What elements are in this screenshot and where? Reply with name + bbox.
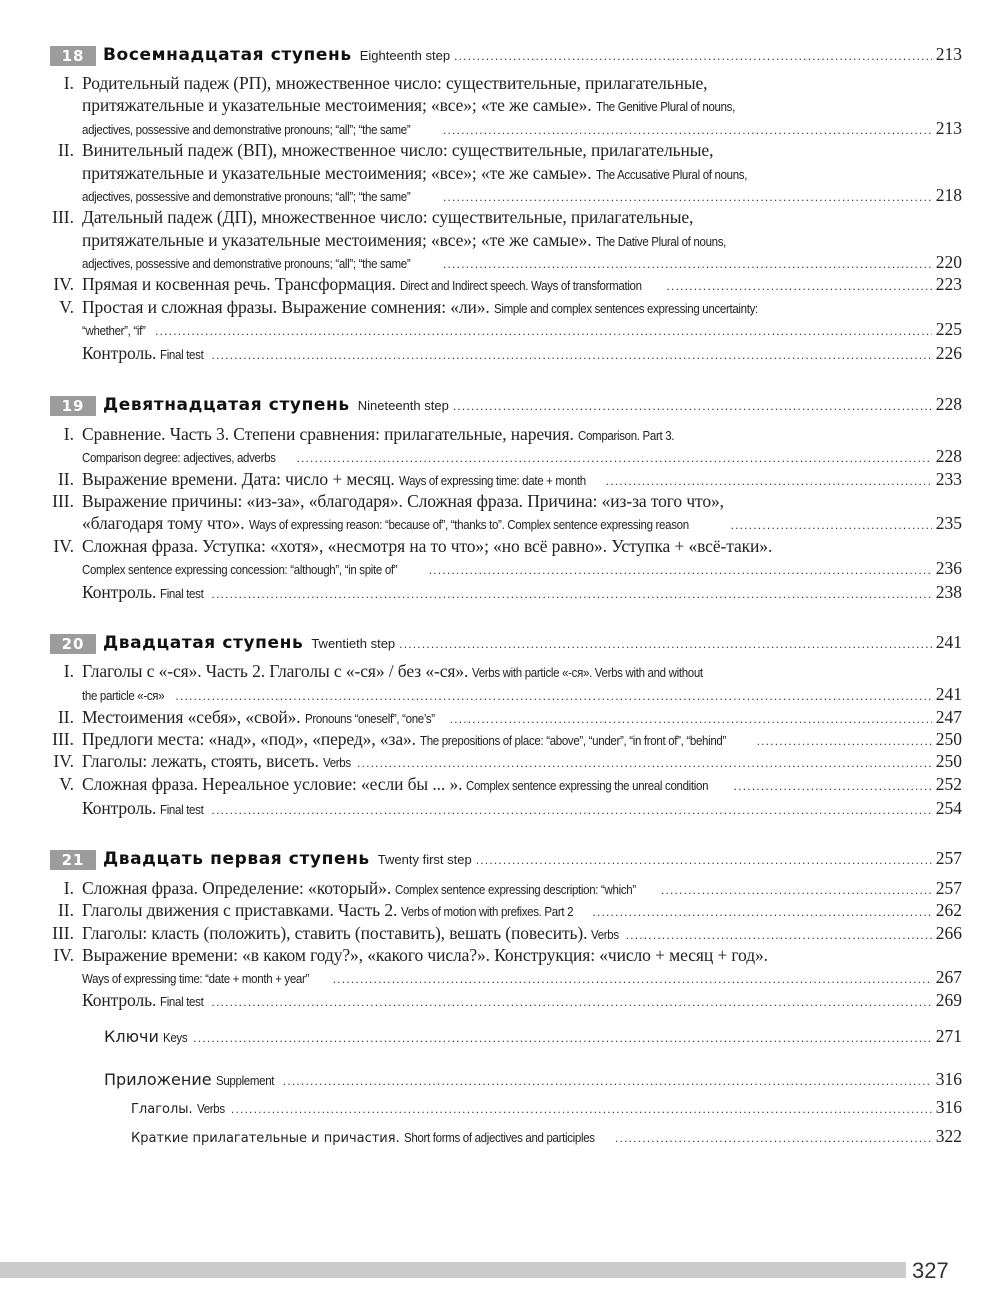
entry-text-en: Ways of expressing time: date + month	[398, 474, 586, 488]
dot-leader	[592, 905, 931, 919]
toc-entry-link[interactable]	[82, 990, 962, 1011]
dot-leader	[454, 49, 932, 63]
dot-leader	[734, 779, 932, 793]
page-number: 316	[935, 1097, 962, 1117]
dot-leader	[211, 995, 931, 1009]
toc-entry-link[interactable]	[82, 274, 962, 295]
toc-entry-line	[82, 491, 962, 512]
page-number: 233	[935, 469, 962, 489]
toc-entry-line	[82, 661, 962, 682]
dot-leader	[429, 563, 932, 577]
toc-entry-link[interactable]	[82, 751, 962, 772]
dot-leader	[193, 1031, 931, 1045]
item-numeral: III.	[52, 729, 74, 749]
page-number: 262	[935, 900, 962, 920]
dot-leader	[667, 279, 932, 293]
item-numeral: III.	[52, 923, 74, 943]
item-numeral: IV.	[53, 274, 74, 294]
dot-leader	[443, 123, 932, 137]
toc-entry-line	[82, 95, 962, 116]
section-title-ru: Девятнадцатая ступень	[103, 395, 350, 415]
item-numeral: II.	[57, 707, 74, 727]
entry-text-en: Verbs of motion with prefixes. Part 2	[401, 905, 574, 919]
entry-text-en: Supplement	[215, 1074, 274, 1088]
entry-text-ru: Глаголы с «-ся». Часть 2. Глаголы с «-ся» / без «-ся».	[82, 661, 469, 681]
entry-text-ru: Выражение времени: «в каком году?», «какого числа?». Конструкция: «число + месяц + год».	[82, 945, 768, 965]
dot-leader	[211, 587, 931, 601]
item-numeral: V.	[59, 297, 74, 317]
toc-entry-link[interactable]	[82, 729, 962, 750]
page-number: 213	[935, 118, 962, 138]
page-number: 236	[935, 558, 962, 578]
page-number: 226	[935, 343, 962, 363]
dot-leader	[296, 451, 931, 465]
toc-entry-line	[82, 163, 962, 184]
dot-leader	[757, 734, 932, 748]
page-number: 213	[935, 44, 962, 64]
entry-text-en: Complex sentence expressing description: “which”	[395, 883, 636, 897]
toc-entry-link[interactable]	[82, 582, 962, 603]
entry-text-ru: Глаголы: лежать, стоять, висеть.	[82, 751, 319, 771]
entry-text-ru: Выражение времени. Дата: число + месяц.	[82, 469, 395, 489]
toc-entry-link[interactable]	[82, 118, 962, 139]
entry-text-en: adjectives, possessive and demonstrative pronouns; “all”; “the same”	[82, 123, 411, 137]
page-number: 267	[935, 967, 962, 987]
entry-text-en: Ways of expressing reason: “because of”, “thanks to”. Complex sentence expressing reason	[248, 518, 689, 532]
entry-text-ru: Сложная фраза. Уступка: «хотя», «несмотря на то что»; «но всё равно». Уступка + «всё-таки».	[82, 536, 773, 556]
dot-leader	[615, 1131, 932, 1145]
item-numeral: II.	[57, 900, 74, 920]
toc-entry-link[interactable]	[82, 558, 962, 579]
section-title-en: Twentieth step	[311, 636, 396, 651]
entry-text-en: Ways of expressing time: “date + month + year”	[82, 972, 310, 986]
page-number: 250	[935, 729, 962, 749]
section-title-en: Nineteenth step	[357, 398, 449, 413]
section-heading[interactable]	[103, 848, 962, 869]
page-number: 271	[935, 1026, 962, 1046]
item-numeral: III.	[52, 207, 74, 227]
page-number: 254	[935, 798, 962, 818]
entry-text-en: adjectives, possessive and demonstrative pronouns; “all”; “the same”	[82, 190, 411, 204]
toc-entry-link[interactable]	[82, 707, 962, 728]
entry-text-ru: Простая и сложная фразы. Выражение сомнения: «ли».	[82, 297, 490, 317]
entry-text-en: Verbs	[591, 928, 620, 942]
section-title-en: Twenty first step	[377, 852, 472, 867]
toc-entry-link[interactable]	[82, 252, 962, 273]
entry-text-ru: притяжательные и указательные местоимения; «все»; «те же самые».	[82, 163, 592, 183]
entry-text-ru: Краткие прилагательные и причастия.	[131, 1131, 400, 1146]
dot-leader	[443, 190, 932, 204]
item-numeral: I.	[63, 424, 74, 444]
section-number-badge: 18	[50, 46, 96, 66]
entry-text-en: Verbs with particle «-ся». Verbs with and without	[472, 666, 704, 680]
entry-text-ru: Винительный падеж (ВП), множественное число: существительные, прилагательные,	[82, 140, 714, 160]
entry-text-ru: Предлоги места: «над», «под», «перед», «за».	[82, 729, 416, 749]
entry-text-en: The prepositions of place: “above”, “under”, “in front of”, “behind”	[419, 734, 726, 748]
dot-leader	[731, 518, 932, 532]
dot-leader	[661, 883, 932, 897]
page-number: 269	[935, 990, 962, 1010]
section-heading[interactable]	[103, 44, 962, 65]
section-heading[interactable]	[103, 632, 962, 653]
toc-entry-link[interactable]	[82, 798, 962, 819]
dot-leader	[211, 348, 931, 362]
toc-entry-link[interactable]	[82, 774, 962, 795]
entry-text-ru: Местоимения «себя», «свой».	[82, 707, 301, 727]
page-number: 316	[935, 1069, 962, 1089]
dot-leader	[333, 972, 932, 986]
entry-text-en: Verbs	[322, 756, 351, 770]
page-number: 266	[935, 923, 962, 943]
entry-text-ru: Выражение причины: «из-за», «благодаря». Сложная фраза. Причина: «из-за того что»,	[82, 491, 724, 511]
section-title-ru: Двадцать первая ступень	[103, 849, 370, 869]
entry-text-ru: Приложение	[104, 1070, 212, 1089]
entry-text-en: “whether”, “if”	[82, 324, 146, 338]
entry-text-ru: Контроль.	[82, 990, 157, 1010]
entry-text-ru: Сравнение. Часть 3. Степени сравнения: прилагательные, наречия.	[82, 424, 574, 444]
entry-text-ru: Контроль.	[82, 798, 157, 818]
toc-entry-line	[82, 945, 962, 966]
entry-text-en: Complex sentence expressing the unreal condition	[466, 779, 709, 793]
toc-entry-line	[82, 140, 962, 161]
entry-text-en: Final test	[160, 995, 204, 1009]
page-number: 235	[935, 513, 962, 533]
toc-entry-link[interactable]	[82, 513, 962, 534]
section-number-badge: 21	[50, 850, 96, 870]
toc-entry-line	[82, 297, 962, 318]
entry-text-en: Final test	[160, 803, 204, 817]
page-number: 257	[935, 878, 962, 898]
dot-leader	[450, 712, 932, 726]
entry-text-en: adjectives, possessive and demonstrative pronouns; “all”; “the same”	[82, 257, 411, 271]
section-number-badge: 19	[50, 396, 96, 416]
toc-entry-line	[82, 424, 962, 445]
entry-text-ru: Глаголы.	[131, 1102, 193, 1117]
entry-text-en: Final test	[160, 587, 204, 601]
entry-text-ru: Прямая и косвенная речь. Трансформация.	[82, 274, 396, 294]
entry-text-en: Keys	[162, 1031, 188, 1045]
entry-text-ru: Дательный падеж (ДП), множественное число: существительные, прилагательные,	[82, 207, 694, 227]
dot-leader	[155, 324, 932, 338]
footer-bar	[0, 1262, 906, 1278]
entry-text-en: Pronouns “oneself”, “one’s”	[304, 712, 435, 726]
page-number: 241	[935, 684, 962, 704]
item-numeral: III.	[52, 491, 74, 511]
entry-text-en: Verbs	[196, 1102, 225, 1116]
item-numeral: V.	[59, 774, 74, 794]
page-number: 257	[935, 848, 962, 868]
dot-leader	[476, 853, 932, 867]
page-number: 220	[935, 252, 962, 272]
entry-text-ru: Контроль.	[82, 582, 157, 602]
toc-entry-link[interactable]	[82, 185, 962, 206]
footer-page-number: 327	[912, 1258, 949, 1283]
toc-entry-short-forms[interactable]	[131, 1126, 962, 1147]
entry-text-ru: Глаголы движения с приставками. Часть 2.	[82, 900, 398, 920]
toc-entry-keys[interactable]	[104, 1026, 962, 1047]
toc-entry-link[interactable]	[82, 878, 962, 899]
item-numeral: IV.	[53, 536, 74, 556]
entry-text-ru: Родительный падеж (РП), множественное число: существительные, прилагательные,	[82, 73, 708, 93]
section-title-ru: Двадцатая ступень	[103, 633, 304, 653]
section-heading[interactable]	[103, 394, 962, 415]
toc-entry-link[interactable]	[82, 319, 962, 340]
toc-entry-link[interactable]	[82, 469, 962, 490]
toc-entry-link[interactable]	[82, 923, 962, 944]
entry-text-en: The Dative Plural of nouns,	[595, 235, 726, 249]
page-number: 223	[935, 274, 962, 294]
toc-entry-line	[82, 230, 962, 251]
item-numeral: I.	[63, 878, 74, 898]
page-number: 228	[935, 394, 962, 414]
item-numeral: I.	[63, 73, 74, 93]
page-number: 322	[935, 1126, 962, 1146]
entry-text-en: Final test	[160, 348, 204, 362]
entry-text-ru: Глаголы: класть (положить), ставить (поставить), вешать (повесить).	[82, 923, 588, 943]
entry-text-en: the particle «-ся»	[82, 689, 165, 703]
entry-text-en: Simple and complex sentences expressing uncertainty:	[493, 302, 758, 316]
entry-text-ru: Ключи	[104, 1027, 159, 1046]
dot-leader	[357, 756, 932, 770]
item-numeral: I.	[63, 661, 74, 681]
toc-entry-line	[82, 73, 962, 94]
dot-leader	[211, 803, 931, 817]
entry-text-en: Short forms of adjectives and participles	[403, 1131, 595, 1145]
entry-text-en: Comparison. Part 3.	[577, 429, 674, 443]
item-numeral: II.	[57, 140, 74, 160]
page-number: 247	[935, 707, 962, 727]
page-number: 218	[935, 185, 962, 205]
toc-entry-link[interactable]	[82, 446, 962, 467]
page-number: 241	[935, 632, 962, 652]
toc-entry-link[interactable]	[82, 684, 962, 705]
entry-text-en: Direct and Indirect speech. Ways of transformation	[399, 279, 642, 293]
section-title-en: Eighteenth step	[359, 48, 451, 63]
item-numeral: IV.	[53, 945, 74, 965]
entry-text-en: The Genitive Plural of nouns,	[595, 100, 735, 114]
page-number: 228	[935, 446, 962, 466]
item-numeral: IV.	[53, 751, 74, 771]
toc-entry-line	[82, 536, 962, 557]
entry-text-ru: Сложная фраза. Нереальное условие: «если бы ... ».	[82, 774, 463, 794]
dot-leader	[443, 257, 932, 271]
toc-entry-link[interactable]	[82, 967, 962, 988]
entry-text-ru: притяжательные и указательные местоимения; «все»; «те же самые».	[82, 95, 592, 115]
entry-text-en: Comparison degree: adjectives, adverbs	[82, 451, 276, 465]
toc-entry-supplement[interactable]	[104, 1069, 962, 1090]
page-number: 238	[935, 582, 962, 602]
dot-leader	[606, 474, 932, 488]
toc-entry-link[interactable]	[82, 343, 962, 364]
dot-leader	[283, 1074, 932, 1088]
dot-leader	[175, 689, 931, 703]
section-number-badge: 20	[50, 634, 96, 654]
section-title-ru: Восемнадцатая ступень	[103, 45, 352, 65]
dot-leader	[453, 399, 932, 413]
dot-leader	[231, 1102, 932, 1116]
dot-leader	[626, 928, 932, 942]
page-number: 225	[935, 319, 962, 339]
entry-text-ru: «благодаря тому что».	[82, 513, 245, 533]
entry-text-ru: притяжательные и указательные местоимения; «все»; «те же самые».	[82, 230, 592, 250]
page-number: 252	[935, 774, 962, 794]
entry-text-ru: Сложная фраза. Определение: «который».	[82, 878, 392, 898]
toc-entry-link[interactable]	[82, 900, 962, 921]
toc-entry-line	[82, 207, 962, 228]
dot-leader	[399, 637, 932, 651]
entry-text-ru: Контроль.	[82, 343, 157, 363]
entry-text-en: The Accusative Plural of nouns,	[595, 168, 747, 182]
entry-text-en: Complex sentence expressing concession: “although”, “in spite of”	[82, 563, 398, 577]
item-numeral: II.	[57, 469, 74, 489]
page-number: 250	[935, 751, 962, 771]
toc-entry-verbs[interactable]	[131, 1097, 962, 1118]
